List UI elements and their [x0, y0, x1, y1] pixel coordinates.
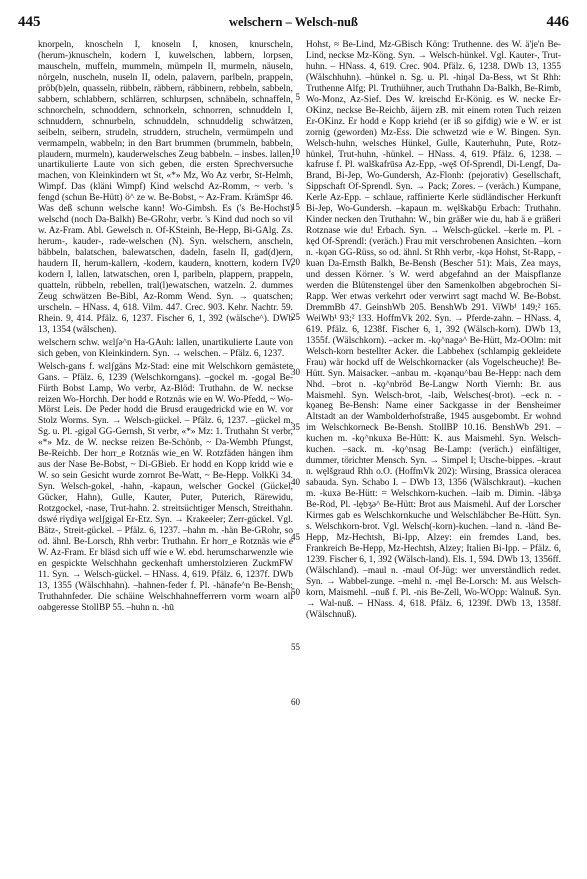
line-number-10: 10 — [291, 147, 300, 157]
line-number-15: 15 — [291, 202, 300, 212]
page-number-left: 445 — [18, 14, 41, 30]
left-column — [38, 40, 293, 616]
entry-welsch-gans: Welsch-gans f. wεlʃgäns Mz-Stad: eine mit Welschkorn gemästete Gans. – Pfälz. 6, 1239 (Welschkorngans). –gockel m. -gogəl Be-Fürth Bobst Lamp, Wo verbr, Az-Blöd: Truthahn. de W. neckse reizen Wo-Horchh. Der hodd e Rotznäs wie en W. Wo-Pfedd, ~ Wo-Mörst Leis. De Peder hodd die Brusd eraugedrickd wie en W. vor Stolz Worms. Syn. → Welsch-gückel. – Pfälz. 6, 1237. –gückel m. Sg. u. Pl. -gigəl GG-Gernsh, St verbr, «*» Mz: 1. Truthahn St verbr, «*» Mz. de W. neckse reizen Be-Schönb, ~ Da-Wembh Pfungst, Be-Reichb. Der horr_e Rotznäs wie_en W. Rotzfäden hängen ihm aus der Nase Be-Bobst, ~ Di-GBieb. Er hodd en Kopp kridd wie e W. so sein Gesicht wurde zornrot Be-Watt, ~ Be-Hepp. VolkKi 34. Syn. Welsch-gokel, -hahn, -kapaun, welscher Gockel (Gückel, Gücker, Hahn), Gulle, Kauter, Puter, Puterich, Rärewidu, Rotzgockel, -nase, Trut-hahn. 2. streitsüchtiger Mensch, Streithahn. dswé riɣdiɣə wεlʃgigəl Er-Etz. Syn. → Krakeeler; Zerr-gückel. Vgl. Bätz-, Streit-gückel. – Pfälz. 6, 1237. –hahn m. -hän Be-GRohr, so od. ähnl. Be-Lorsch, Rhh verbr: Truthahn. Er horr_e Rotznäs wie e W. Az-Fram. Er bläsd sich uff wie e W. ebd. herumscharwenzle wie en gespickte Welschhahn geckenhaft umherstolzieren ZuckmFW 11. Syn. → Welsch-gückel. – HNass. 4, 619. Pfälz. 6, 1237f. DWb 13, 1355 (Wälschhahn). –hahnen-feder f. Pl. -hänəfe^n Be-Bensh: Truthahnfeder. Die schäine Welschhahnefferrern vorm woarn all oabgeresse StollBP 55. –huhn n. -hū — [38, 361, 293, 613]
line-number-60: 60 — [291, 697, 300, 707]
entry-welschen-continued: knorpeln, knoscheln I, knoseln I, knosen, knurscheln, (herum-)knuscheln, kodern I, kuwelschen, labbern, lorpsen, mauscheln, muffeln, mummeln, mümpeln II, murmeln, näuseln, nörgeln, nuscheln, nuseln II, odeln, palavern, parlbeln, prappeln, pröb(b)eln, quasseln, rübbeln, räbbern, räbbinern, rebbeln, sabbeln, sabbern, schlabbern, schlärren, schlurpsen, schnäbeln, schnaffeln, schnorcheln, schnoddern, schnorkeln, schnorren, schnuddeln I, schnuddern, schnurbeln, schnuddeln, schnuddelig schwätzen, seibeln, seibern, strudeln, struddern, strucheln, vermümpeln und vermampeln, wabbeln; in den Bart brummen (brummeln, babbeln, plaudern, murmeln), kauderwelsches Zeug babbeln. – insbes. lallen, unartikulierte Laute von sich geben, die ersten Sprechversuche machen, von Kleinkindern wt St, «*» Mz, Wo Az verbr, St-Helmh, Wimpf. Das (kläni Wimpf) Kind welschd Az-Romm, ~ verb. 's fengd (schun Be-Hütt) ö^ ze w. Be-Bobst, ~ Az-Fram. KrämSpr 46. Was deß schunn welsche kann! Wo-Gimbsh. Es ('s Be-Hochst) welschd (noch Da-Balkh) Be-GRohr, verbr. 's Kind dud noch so vil w. Az-Fram. Abl. Gewelsch n. Of-KSteinh, Be-Hepp, Bi-GAlg. Zs. herum-, kauder-, rade-welschen (N). Syn. welschern, anscheln, bäbbeln, balatschen, balewatschen, dadeln, faseln II, gad(d)ern, haudern II, herum-kallern, -kodern, kaudern, knottern, kodern IV, kodern I, lallen, latwatschen, oren I, parlbeln, plappern, prappeln, quatteln, rübbeln, rebellen, tral(l)ewatschen, watzeln. 2. dummes Zeug schwätzen Be-Bibl, Az-Romm Wend. Syn. → quatschen; urscheln. – HNass. 4, 618. Vilm. 447. Crec. 903. Kehr. Nachtr. 59. Rhein. 9, 414. Pfälz. 6, 1237. Fischer 6, 1, 392 (wälsche^). DWb 13, 1354 (wälschen). — [38, 40, 293, 335]
line-number-25: 25 — [291, 312, 300, 322]
line-number-30: 30 — [291, 367, 300, 377]
line-number-5: 5 — [295, 92, 300, 102]
page-header — [0, 14, 587, 34]
line-number-50: 50 — [291, 587, 300, 597]
entry-welsch-huhn-continued: Hohst, ≈ Be-Lind, Mz-GBisch Köng: Truthenne. des W. ä'je'n Be-Lind, neckse Mz-Köng. Syn. → Welsch-hünkel. Vgl. Kauter-, Trut-huhn. – HNass. 4, 619. Crec. 904. Pfälz. 6, 1238. DWb 13, 1355 (Wälschhuhn). –hünkel n. Sg. u. Pl. -hiŋəl Da-Bess, wt St Rhh: Truthenne Alfg; Pl. Truthühner, auch Truthahn Da-Balkh, Be-Rimb, Wo-Monz, Az-Sief. Des W. kreischd Er-König. es W. necke Er-OKinz, neckse Be-Reichb, äijern zB. mit einem roten Tuch reizen Er-OKinz. Er hodd e Kopp kriehd (er iß so gifdig) wie e W. er ist zornig (geworden) Mz-Ess. Die schwetzd wie e W. Bingen. Syn. Welsch-huhn, welsches Hünkel, Gulle, Kauterhuhn, Pute, Rotz-hünkel, Trut-huhn, -hünkel. – HNass. 4, 619. Pfälz. 6, 1238. –kafruse f. Pl. walškafrūsə Az-Epp, -węš Of-Sprendl, Di-Lengf, Da-Brand, Bi-Jep, Wo-Gundersh, Az-Flonh: (pejorativ) Gesellschaft, Sippschaft Of-Sprendl. Syn. → Pack; Zores. – (veräch.) Kumpane, Kerle Az-Epp. – schlaue, raffinierte Kerle südländischer Herkunft Bi-Jep, Wo-Gundersh. –kapaun m. węlškabǭu Erbach: Truthahn. Kinder necken den Truthahn: W., bin gräßer wie du, hab ä e gräßeri Rotznase wie du! Erbach. Syn. → Welsch-gückel. –kerle m. Pl. -kęd Of-Sprendl: (veräch.) Frau mit verschrobenen Ansichten. –korn n. -kǫǝn GG-Rüss, so od. ähnl. St Rhh verbr, -kǫǝ Hohst, St-Rapp, -kuǝn Da-Ernsth Balkh, Be-Bensh (Bescher 51): Mais, Zea mays, und dessen Körner. 's W. werd abgefahnd an der Maispflanze werden die Blütenstengel über den Samenkolben abgebrochen Si-Rapp. Wer etwas verkehrt oder verwirrt sagt machd W. Be-Bobst. DremmBb 47. GeinshWb 205. BenshWb 291. ViWb¹ 149;² 165. WeiWb¹ 93;² 133. HoffmVk 202. Syn. → Pferde-zahn. – HNass. 4, 619. Pfälz. 6, 1238f. Fischer 6, 1, 392 (Wälsch-korn). DWb 13, 1355f. (Wälschkorn). –acker m. -kǫ^nagə^ Be-Hütt, Mz-OOlm: mit Welsch-korn bestellter Acker. die Labbehex (schlampig gekleidete Frau) wär hockd uff de Welschkornacker (als Vogelscheuche)! Be-Hütt. Syn. Maisacker. –anbau m. -kǫənąu^bau Be-Hepp: nach dem Nhd. –brot n. -kǫ^nbröd Be-Langw North Viernh: Br. aus Maismehl. Syn. Welsch-brot, -laib, Welsches(-brot). –eck n. -kǫəneg Be-Bensh: Name einer Sackgasse in der Bensheimer Altstadt an der Wambolderhofstraße, 1945 ausgebombt. Er wohnd im Welschkorneck Be-Bensh. StollBP 10.16. BenshWb 291. –kuchen m. -kǫ^nkuxə Be-Hütt: K. aus Maismehl. Syn. Welsch-kuchen. –sack. m. -kǫ^nsag Be-Lamp: (veräch.) einfältiger, dummer, törichter Mensch. Syn. → Simpel I; Utsche-bippes. –kraut n. węlšgraud Rhh o.O. (HoffmVk 202): Wirsing, Brassica oleracea sabauda. Syn. Schabo I. – DWb 13, 1356 (Wälschkraut). –kuchen m. -kuxə Be-Hütt: = Welschkorn-kuchen. –laib m. Dimin. -läbʒə Be-Rod, Pl. -lębʒə^ Be-Hütt: Brot aus Maismehl. Auf der Lorscher Kirmes gab es Welschkornkuche und Welschläbcher Be-Hütt. Syn. s. Welschkorn-brot. Vgl. Welsch(-korn)-kuchen. –land n. -länd Be-Hepp, Mz-Hechtsh, Bi-Ipp, Alzey: ein fremdes Land, bes. Frankreich Be-Hepp, Mz-Hechtsh, Alzey; Italien Bi-Ipp. – Pfälz. 6, 1239. Fischer 6, 1, 392 (Wälsch-land). Els. 1, 594. DWb 13, 1356ff. (Wälschland). –maul n. -maul Of-Jüg: wer unverständlich redet. Syn. → Wabbel-zunge. –mehl n. -męl Be-Lorsch: M. aus Welsch-korn, Maismehl. –nuß f. Pl. -nis Be-Zell, Wo-WOpp: Walnuß. Syn. → Wal-nuß. – HNass. 4, 618. Pfälz. 6, 1239f. DWb 13, 1358f. (Wälschnuß). — [306, 40, 561, 620]
line-number-45: 45 — [291, 532, 300, 542]
running-title: welschern – Welsch-nuß — [229, 15, 358, 29]
right-column — [306, 40, 561, 623]
entry-welschern: welschern schw. wεlʃə^n Ha-GAuh: lallen, unartikulierte Laute von sich geben, von Kleinkindern. Syn. → welschen. – Pfälz. 6, 1237. — [38, 337, 293, 359]
line-number-35: 35 — [291, 422, 300, 432]
page-number-right: 446 — [546, 14, 569, 30]
line-number-55: 55 — [291, 642, 300, 652]
line-number-40: 40 — [291, 477, 300, 487]
line-number-20: 20 — [291, 257, 300, 267]
